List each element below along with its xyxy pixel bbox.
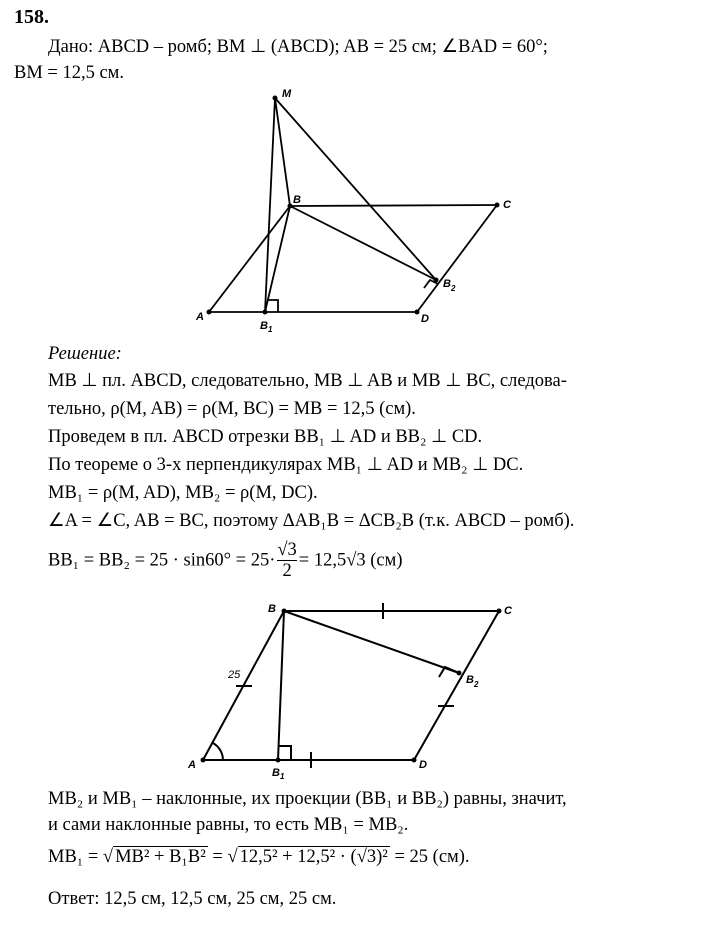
solution-line-1: MB ⊥ пл. ABCD, следовательно, MB ⊥ AB и MB ⊥ BC, следова-	[48, 371, 567, 391]
label-A: A	[196, 311, 204, 323]
label-M: M	[282, 88, 292, 100]
equation-mb1	[48, 846, 470, 880]
eq1-left: BB₁ = BB₂ = 25 · sin60° = 25·	[48, 550, 276, 571]
given-line-2: BM = 12,5 см.	[14, 63, 125, 83]
conclusion-line-2: и сами наклонные равны, то есть MB₁ = MB₂.	[48, 815, 409, 835]
fig2-label-B2: B	[466, 674, 474, 686]
given-line-1: Дано: ABCD – ромб; BM ⊥ (ABCD); AB = 25 см; ∠BAD = 60°;	[48, 37, 548, 57]
sqrt-sign-2: √	[227, 847, 238, 867]
fig2-label-B2-sub: 2	[474, 680, 479, 689]
problem-number: 158.	[14, 6, 49, 28]
solution-line-3: Проведем в пл. ABCD отрезки BB₁ ⊥ AD и BB₂ ⊥ CD.	[48, 427, 483, 447]
solution-heading: Решение:	[48, 344, 122, 364]
fig2-label-B: B	[268, 603, 276, 615]
sqrt-sign-1: √	[102, 847, 114, 867]
fig2-label-D: D	[419, 759, 427, 771]
answer-line: Ответ: 12,5 см, 12,5 см, 25 см, 25 см.	[48, 889, 337, 909]
label-B1-sub: 1	[268, 325, 273, 334]
solution-line-4: По теореме о 3-х перпендикулярах MB₁ ⊥ AD и MB₂ ⊥ DC.	[48, 455, 524, 475]
eq2-radicand-2: 12,5² + 12,5² · (√3)²	[239, 847, 388, 867]
eq2-radicand-1: MB² + B₁B²	[115, 847, 206, 867]
eq2-right: = 25 (см).	[394, 847, 470, 867]
label-C: C	[503, 199, 511, 211]
solution-line-2: тельно, ρ(M, AB) = ρ(M, BC) = MB = 12,5 (см).	[48, 399, 416, 419]
label-D: D	[421, 313, 429, 325]
label-B: B	[293, 194, 301, 206]
solution-line-5: MB₁ = ρ(M, AD), MB₂ = ρ(M, DC).	[48, 483, 318, 503]
fig2-label-A: A	[188, 759, 196, 771]
fig2-label-B1-sub: 1	[280, 772, 285, 781]
label-B1: B	[260, 320, 268, 332]
label-B2: B	[443, 278, 451, 290]
fig2-label-B1: B	[272, 767, 280, 779]
solution-line-6: ∠A = ∠C, AB = BC, поэтому ΔAB₁B = ΔCB₂B (т.к. ABCD – ромб).	[48, 511, 575, 531]
label-B2-sub: 2	[451, 284, 456, 293]
eq1-numerator: √3	[277, 540, 297, 560]
fig2-label-C: C	[504, 605, 512, 617]
eq2-mid: =	[212, 847, 223, 867]
conclusion-line-1: MB₂ и MB₁ – наклонные, их проекции (BB₁ и BB₂) равны, значит,	[48, 789, 567, 809]
eq1-right: = 12,5√3 (см)	[298, 550, 403, 571]
eq2-left: MB₁ =	[48, 847, 99, 867]
fig2-side-label: 25	[228, 669, 241, 681]
eq1-denominator: 2	[282, 561, 292, 581]
